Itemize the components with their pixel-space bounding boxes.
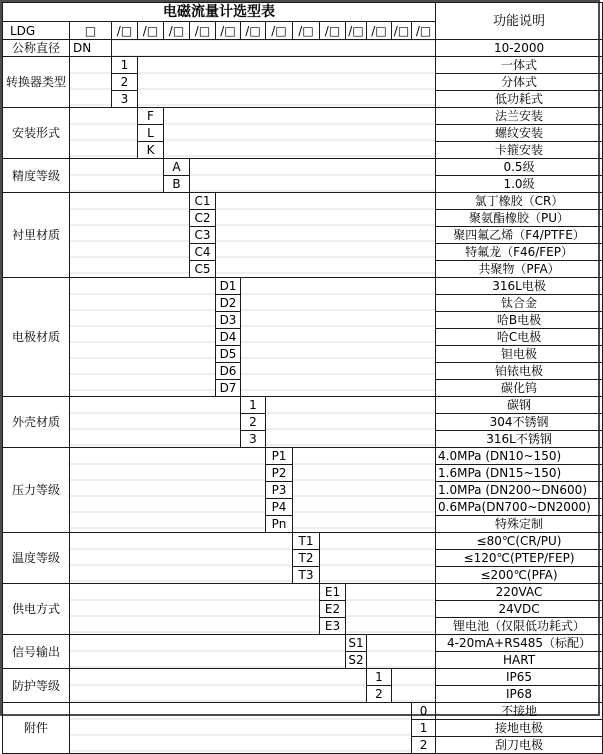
function-description-cell: 0.6MPa(DN700~DN2000)	[436, 499, 603, 516]
code-cell: E2	[320, 601, 346, 618]
function-description-cell: 哈C电极	[436, 329, 603, 346]
code-cell: 3	[112, 91, 138, 108]
empty-region	[70, 635, 346, 669]
function-description-cell: 220VAC	[436, 584, 603, 601]
function-description-cell: 316L不锈钢	[436, 431, 603, 448]
empty-region	[392, 669, 436, 703]
code-cell: C4	[190, 244, 216, 261]
empty-region	[320, 533, 436, 584]
section-label: 外壳材质	[3, 397, 70, 448]
code-cell: L	[138, 125, 164, 142]
section-label: 附件	[3, 703, 70, 754]
code-cell: C5	[190, 261, 216, 278]
function-description-cell: 哈B电极	[436, 312, 603, 329]
function-description-cell: 共聚物（PFA）	[436, 261, 603, 278]
code-cell: C3	[190, 227, 216, 244]
model-first-box: □	[70, 22, 112, 40]
empty-region	[367, 635, 436, 669]
function-description-cell: 10-2000	[436, 40, 603, 57]
code-cell: D4	[216, 329, 241, 346]
function-description-cell: 0.5级	[436, 159, 603, 176]
code-cell: D2	[216, 295, 241, 312]
code-cell: B	[164, 176, 190, 193]
model-code-slot: /□	[164, 22, 190, 40]
empty-region	[138, 57, 436, 108]
model-code-slot: /□	[346, 22, 367, 40]
code-cell: C1	[190, 193, 216, 210]
code-cell: 1	[112, 57, 138, 74]
code-cell: D7	[216, 380, 241, 397]
function-description-cell: HART	[436, 652, 603, 669]
code-cell: P2	[266, 465, 293, 482]
code-cell: 1	[241, 397, 266, 414]
code-cell: C2	[190, 210, 216, 227]
function-description-cell: 卡箍安装	[436, 142, 603, 159]
empty-region	[70, 397, 241, 448]
code-cell: 2	[112, 74, 138, 91]
model-code-slot: /□	[216, 22, 241, 40]
empty-region	[266, 397, 436, 448]
model-prefix: LDG	[3, 22, 70, 40]
function-description-cell: 接地电极	[436, 720, 603, 737]
selection-table-body	[3, 3, 603, 754]
function-description-header: 功能说明	[436, 3, 603, 40]
model-code-slot: /□	[190, 22, 216, 40]
empty-region	[70, 57, 112, 108]
code-cell: K	[138, 142, 164, 159]
function-description-cell: 特氟龙（F46/FEP）	[436, 244, 603, 261]
function-description-cell: 法兰安装	[436, 108, 603, 125]
function-description-cell: 分体式	[436, 74, 603, 91]
code-cell: S1	[346, 635, 367, 652]
code-cell: D1	[216, 278, 241, 295]
code-cell: P3	[266, 482, 293, 499]
model-code-slot: /□	[293, 22, 320, 40]
code-cell: D3	[216, 312, 241, 329]
function-description-cell: 4.0MPa (DN10~150)	[436, 448, 603, 465]
empty-region	[70, 108, 138, 159]
function-description-cell: ≤80℃(CR/PU)	[436, 533, 603, 550]
code-cell: 1	[367, 669, 392, 686]
code-cell: D5	[216, 346, 241, 363]
model-code-slot: /□	[367, 22, 392, 40]
function-description-cell: ≤120℃(PTEP/FEP)	[436, 550, 603, 567]
function-description-cell: IP68	[436, 686, 603, 703]
code-cell: T3	[293, 567, 320, 584]
section-label: 供电方式	[3, 584, 70, 635]
empty-region	[70, 669, 367, 703]
section-label: 公称直径	[3, 40, 70, 57]
code-cell: 0	[412, 703, 436, 720]
function-description-cell: 一体式	[436, 57, 603, 74]
code-cell: T2	[293, 550, 320, 567]
function-description-cell: 不接地	[436, 703, 603, 720]
selection-table	[2, 2, 603, 754]
function-description-cell: 1.6MPa (DN15~150)	[436, 465, 603, 482]
code-cell: A	[164, 159, 190, 176]
section-label: 电极材质	[3, 278, 70, 397]
code-cell: DN	[70, 40, 112, 57]
empty-region	[190, 159, 436, 193]
function-description-cell: 碳钢	[436, 397, 603, 414]
function-description-cell: IP65	[436, 669, 603, 686]
code-cell: F	[138, 108, 164, 125]
model-code-slot: /□	[266, 22, 293, 40]
empty-region	[70, 584, 320, 635]
code-cell: Pn	[266, 516, 293, 533]
empty-region	[164, 108, 436, 159]
code-cell: E1	[320, 584, 346, 601]
function-description-cell: 钽电极	[436, 346, 603, 363]
function-description-cell: 聚四氟乙烯（F4/PTFE）	[436, 227, 603, 244]
code-cell: P1	[266, 448, 293, 465]
function-description-cell: 碳化钨	[436, 380, 603, 397]
section-label: 防护等级	[3, 669, 70, 703]
function-description-cell: 316L电极	[436, 278, 603, 295]
model-code-slot: /□	[138, 22, 164, 40]
code-cell: S2	[346, 652, 367, 669]
code-cell: 2	[412, 737, 436, 754]
function-description-cell: 4-20mA+RS485（标配）	[436, 635, 603, 652]
code-cell: 2	[241, 414, 266, 431]
function-description-cell: 刮刀电极	[436, 737, 603, 754]
code-cell: P4	[266, 499, 293, 516]
empty-region	[346, 584, 436, 635]
function-description-cell: 螺纹安装	[436, 125, 603, 142]
function-description-cell: 锂电池（仅限低功耗式）	[436, 618, 603, 635]
model-code-slot: /□	[392, 22, 412, 40]
section-label: 精度等级	[3, 159, 70, 193]
function-description-cell: 铂铱电极	[436, 363, 603, 380]
code-cell: 3	[241, 431, 266, 448]
function-description-cell: 1.0MPa (DN200~DN600)	[436, 482, 603, 499]
empty-region	[70, 703, 412, 754]
function-description-cell: 304不锈钢	[436, 414, 603, 431]
code-cell: 2	[367, 686, 392, 703]
empty-region	[70, 533, 293, 584]
function-description-cell: 特殊定制	[436, 516, 603, 533]
table-title: 电磁流量计选型表	[3, 3, 436, 22]
section-label: 衬里材质	[3, 193, 70, 278]
model-code-slot: /□	[241, 22, 266, 40]
code-cell: D6	[216, 363, 241, 380]
empty-region	[241, 278, 436, 397]
section-label: 安装形式	[3, 108, 70, 159]
function-description-cell: 24VDC	[436, 601, 603, 618]
empty-region	[293, 448, 436, 533]
function-description-cell: 1.0级	[436, 176, 603, 193]
code-cell: E3	[320, 618, 346, 635]
model-code-slot: /□	[412, 22, 436, 40]
empty-region	[112, 40, 436, 57]
function-description-cell: 氯丁橡胶（CR）	[436, 193, 603, 210]
model-code-slot: /□	[320, 22, 346, 40]
empty-region	[70, 193, 190, 278]
empty-region	[70, 159, 164, 193]
model-code-slot: /□	[112, 22, 138, 40]
empty-region	[70, 448, 266, 533]
function-description-cell: ≤200℃(PFA)	[436, 567, 603, 584]
empty-region	[70, 278, 216, 397]
function-description-cell: 钛合金	[436, 295, 603, 312]
section-label: 信号输出	[3, 635, 70, 669]
section-label: 压力等级	[3, 448, 70, 533]
function-description-cell: 聚氨酯橡胶（PU）	[436, 210, 603, 227]
code-cell: T1	[293, 533, 320, 550]
section-label: 温度等级	[3, 533, 70, 584]
code-cell: 1	[412, 720, 436, 737]
empty-region	[216, 193, 436, 278]
section-label: 转换器类型	[3, 57, 70, 108]
function-description-cell: 低功耗式	[436, 91, 603, 108]
